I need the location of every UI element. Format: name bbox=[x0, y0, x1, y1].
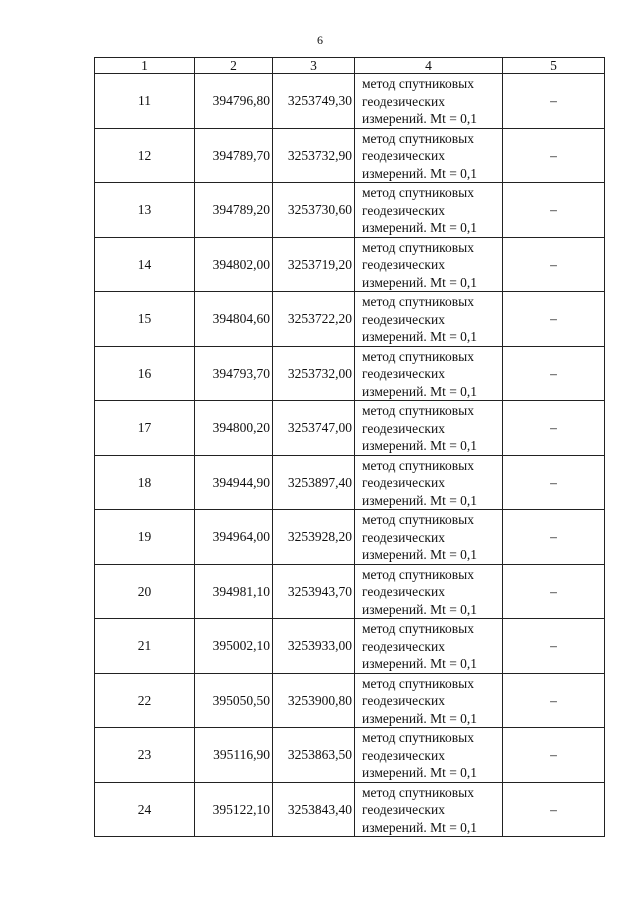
header-col-3: 3 bbox=[273, 58, 355, 74]
table-header-row bbox=[95, 58, 605, 74]
method-cell bbox=[355, 728, 503, 783]
method-line: метод спутниковых bbox=[362, 294, 474, 309]
note-cell: – bbox=[503, 673, 605, 728]
table-row bbox=[95, 401, 605, 456]
method-line: измерений. Mt = 0,1 bbox=[362, 438, 478, 453]
note-cell: – bbox=[503, 564, 605, 619]
y-coordinate-cell: 3253900,80 bbox=[273, 673, 355, 728]
point-number-cell: 18 bbox=[95, 455, 195, 510]
point-number-cell: 22 bbox=[95, 673, 195, 728]
point-number-cell: 19 bbox=[95, 510, 195, 565]
method-cell bbox=[355, 183, 503, 238]
x-coordinate-cell: 394789,70 bbox=[195, 128, 273, 183]
method-line: метод спутниковых bbox=[362, 784, 474, 800]
method-line: измерений. Mt = 0,1 bbox=[362, 547, 478, 562]
y-coordinate-cell: 3253843,40 bbox=[273, 782, 355, 837]
note-cell: – bbox=[503, 619, 605, 674]
note-cell: – bbox=[503, 74, 605, 129]
y-coordinate-cell: 3253732,00 bbox=[273, 346, 355, 401]
y-coordinate-cell: 3253933,00 bbox=[273, 619, 355, 674]
method-line: измерений. Mt = 0,1 bbox=[362, 165, 478, 181]
table-row bbox=[95, 619, 605, 674]
point-number-cell: 14 bbox=[95, 237, 195, 292]
page-number: 6 bbox=[317, 33, 323, 47]
table-row bbox=[95, 673, 605, 728]
method-line: геодезических bbox=[362, 257, 445, 272]
note-cell: – bbox=[503, 728, 605, 783]
table-row bbox=[95, 128, 605, 183]
method-line: метод спутниковых bbox=[362, 348, 474, 364]
table-row bbox=[95, 292, 605, 347]
method-line: геодезических bbox=[362, 148, 445, 163]
point-number-cell: 17 bbox=[95, 401, 195, 456]
point-number-cell: 12 bbox=[95, 128, 195, 183]
note-cell: – bbox=[503, 237, 605, 292]
x-coordinate-cell: 394804,60 bbox=[195, 292, 273, 347]
method-line: измерений. Mt = 0,1 bbox=[362, 220, 478, 235]
method-line: измерений. Mt = 0,1 bbox=[362, 111, 478, 126]
method-line: геодезических bbox=[362, 366, 445, 381]
x-coordinate-cell: 395050,50 bbox=[195, 673, 273, 728]
method-cell bbox=[355, 619, 503, 674]
method-line: геодезических bbox=[362, 311, 445, 327]
point-number-cell: 20 bbox=[95, 564, 195, 619]
method-cell bbox=[355, 673, 503, 728]
method-cell bbox=[355, 455, 503, 510]
y-coordinate-cell: 3253747,00 bbox=[273, 401, 355, 456]
method-line: метод спутниковых bbox=[362, 730, 474, 745]
method-line: метод спутниковых bbox=[362, 457, 474, 473]
header-col-5: 5 bbox=[503, 58, 605, 74]
method-line: метод спутниковых bbox=[362, 512, 474, 527]
x-coordinate-cell: 395116,90 bbox=[195, 728, 273, 783]
method-cell bbox=[355, 346, 503, 401]
method-cell bbox=[355, 510, 503, 565]
x-coordinate-cell: 394800,20 bbox=[195, 401, 273, 456]
method-line: геодезических bbox=[362, 529, 445, 545]
method-line: измерений. Mt = 0,1 bbox=[362, 492, 478, 508]
method-line: метод спутниковых bbox=[362, 76, 474, 91]
method-cell bbox=[355, 401, 503, 456]
table-row bbox=[95, 564, 605, 619]
point-number-cell: 15 bbox=[95, 292, 195, 347]
method-line: геодезических bbox=[362, 584, 445, 599]
table-row bbox=[95, 728, 605, 783]
method-line: измерений. Mt = 0,1 bbox=[362, 656, 478, 671]
table-row bbox=[95, 183, 605, 238]
method-line: измерений. Mt = 0,1 bbox=[362, 383, 478, 399]
method-line: геодезических bbox=[362, 420, 445, 436]
method-cell bbox=[355, 237, 503, 292]
point-number-cell: 23 bbox=[95, 728, 195, 783]
y-coordinate-cell: 3253863,50 bbox=[273, 728, 355, 783]
x-coordinate-cell: 394802,00 bbox=[195, 237, 273, 292]
y-coordinate-cell: 3253897,40 bbox=[273, 455, 355, 510]
x-coordinate-cell: 394796,80 bbox=[195, 74, 273, 129]
x-coordinate-cell: 395002,10 bbox=[195, 619, 273, 674]
header-col-2: 2 bbox=[195, 58, 273, 74]
method-line: геодезических bbox=[362, 202, 445, 218]
method-line: измерений. Mt = 0,1 bbox=[362, 765, 478, 780]
point-number-cell: 16 bbox=[95, 346, 195, 401]
note-cell: – bbox=[503, 346, 605, 401]
x-coordinate-cell: 394944,90 bbox=[195, 455, 273, 510]
method-line: геодезических bbox=[362, 638, 445, 654]
method-cell bbox=[355, 782, 503, 837]
method-line: метод спутниковых bbox=[362, 185, 474, 200]
point-number-cell: 24 bbox=[95, 782, 195, 837]
method-line: метод спутниковых bbox=[362, 130, 474, 146]
note-cell: – bbox=[503, 183, 605, 238]
method-line: метод спутниковых bbox=[362, 403, 474, 418]
method-cell bbox=[355, 74, 503, 129]
method-line: метод спутниковых bbox=[362, 239, 474, 255]
table-row bbox=[95, 237, 605, 292]
x-coordinate-cell: 394981,10 bbox=[195, 564, 273, 619]
x-coordinate-cell: 394793,70 bbox=[195, 346, 273, 401]
method-cell bbox=[355, 292, 503, 347]
y-coordinate-cell: 3253928,20 bbox=[273, 510, 355, 565]
method-line: метод спутниковых bbox=[362, 566, 474, 582]
table-row bbox=[95, 510, 605, 565]
method-line: геодезических bbox=[362, 93, 445, 109]
table-row bbox=[95, 346, 605, 401]
method-line: измерений. Mt = 0,1 bbox=[362, 710, 478, 726]
x-coordinate-cell: 395122,10 bbox=[195, 782, 273, 837]
note-cell: – bbox=[503, 401, 605, 456]
note-cell: – bbox=[503, 510, 605, 565]
header-col-1: 1 bbox=[95, 58, 195, 74]
coordinates-table bbox=[94, 57, 605, 837]
y-coordinate-cell: 3253732,90 bbox=[273, 128, 355, 183]
method-line: измерений. Mt = 0,1 bbox=[362, 274, 478, 290]
table-row bbox=[95, 455, 605, 510]
x-coordinate-cell: 394964,00 bbox=[195, 510, 273, 565]
note-cell: – bbox=[503, 782, 605, 837]
y-coordinate-cell: 3253730,60 bbox=[273, 183, 355, 238]
method-line: измерений. Mt = 0,1 bbox=[362, 601, 478, 617]
method-line: геодезических bbox=[362, 747, 445, 763]
table-row bbox=[95, 74, 605, 129]
note-cell: – bbox=[503, 455, 605, 510]
point-number-cell: 21 bbox=[95, 619, 195, 674]
note-cell: – bbox=[503, 292, 605, 347]
method-line: геодезических bbox=[362, 693, 445, 708]
note-cell: – bbox=[503, 128, 605, 183]
method-line: метод спутниковых bbox=[362, 621, 474, 636]
method-cell bbox=[355, 128, 503, 183]
method-cell bbox=[355, 564, 503, 619]
point-number-cell: 13 bbox=[95, 183, 195, 238]
table-body bbox=[95, 74, 605, 837]
method-line: измерений. Mt = 0,1 bbox=[362, 329, 478, 344]
method-line: геодезических bbox=[362, 475, 445, 490]
method-line: метод спутниковых bbox=[362, 675, 474, 691]
header-col-4: 4 bbox=[355, 58, 503, 74]
y-coordinate-cell: 3253722,20 bbox=[273, 292, 355, 347]
table-row bbox=[95, 782, 605, 837]
y-coordinate-cell: 3253719,20 bbox=[273, 237, 355, 292]
method-line: измерений. Mt = 0,1 bbox=[362, 819, 478, 835]
y-coordinate-cell: 3253749,30 bbox=[273, 74, 355, 129]
point-number-cell: 11 bbox=[95, 74, 195, 129]
x-coordinate-cell: 394789,20 bbox=[195, 183, 273, 238]
method-line: геодезических bbox=[362, 802, 445, 817]
y-coordinate-cell: 3253943,70 bbox=[273, 564, 355, 619]
